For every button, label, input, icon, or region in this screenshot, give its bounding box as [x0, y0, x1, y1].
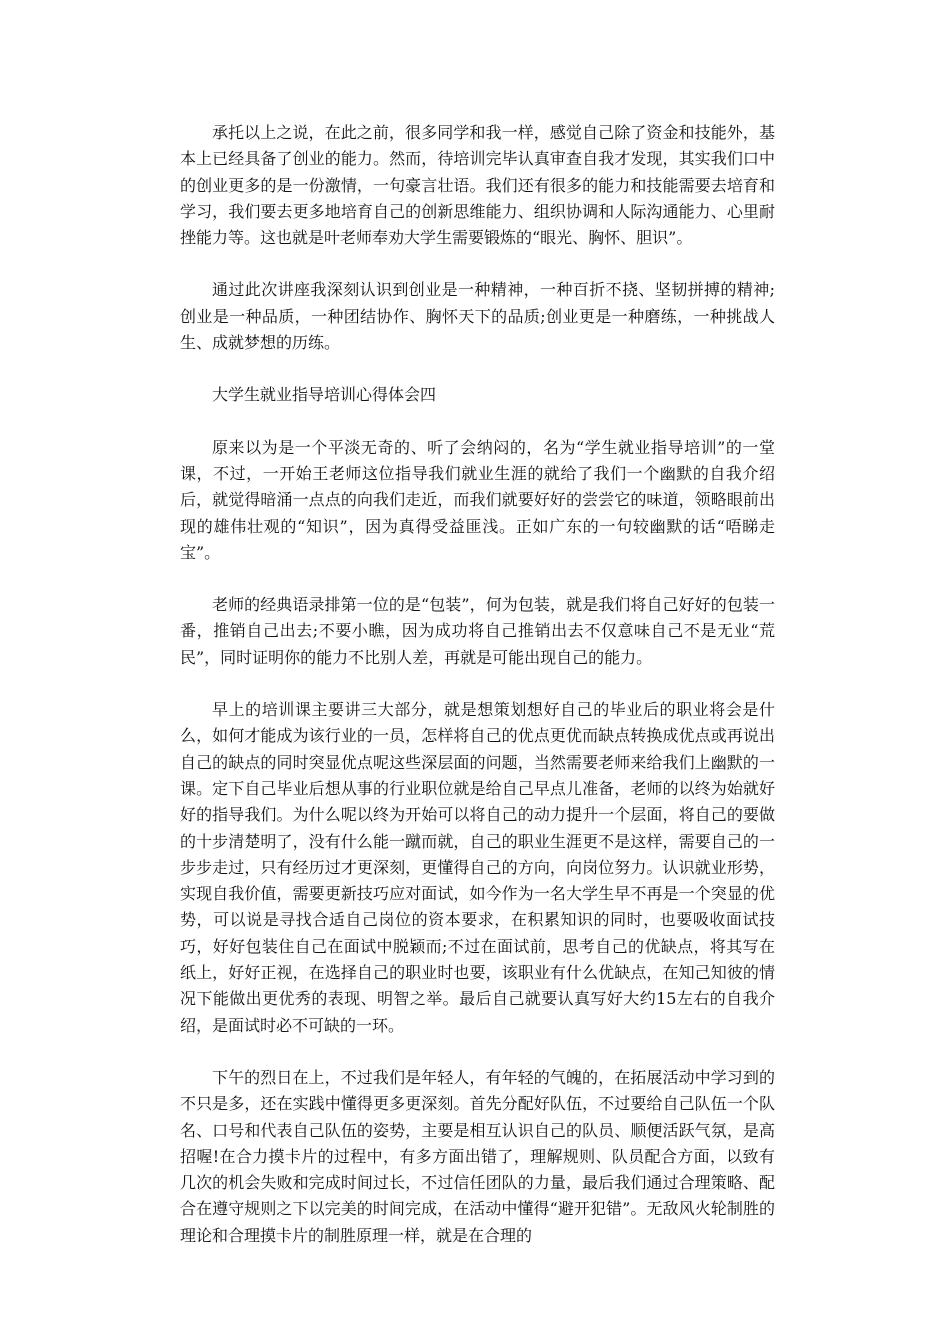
document-body	[180, 120, 775, 1275]
paragraph-2: 通过此次讲座我深刻认识到创业是一种精神，一种百折不挠、坚韧拼搏的精神;创业是一种品质，一种团结协作、胸怀天下的品质;创业更是一种磨练，一种挑战人生、成就梦想的历练。	[180, 280, 775, 353]
paragraph-5: 早上的培训课主要讲三大部分，就是想策划想好自己的毕业后的职业将会是什么，如何才能成为该行业的一员，怎样将自己的优点更优而缺点转换成优点或再说出自己的缺点的同时突显优点呢这些深层面的问题，当然需要老师来给我们上幽默的一课。定下自己毕业后想从事的行业职位就是给自己早点儿准备，老师的以终为始就好好的指导我们。为什么呢以终为开始可以将自己的动力提升一个层面，将自己的要做的十步清楚明了，没有什么能一蹴而就，自己的职业生涯更不是这样，需要自己的一步步走过，只有经历过才更深刻，更懂得自己的方向，向岗位努力。认识就业形势，实现自我价值，需要更新技巧应对面试，如今作为一名大学生早不再是一个突显的优势，可以说是寻找合适自己岗位的资本要求，在积累知识的同时，也要吸收面试技巧，好好包装住自己在面试中脱颖而;不过在面试前，思考自己的优缺点，将其写在纸上，好好正视，在选择自己的职业时也要，该职业有什么优缺点，在知己知彼的情况下能做出更优秀的表现、明智之举。最后自己就要认真写好大约15左右的自我介绍，是面试时必不可缺的一环。	[180, 700, 775, 1035]
section-heading: 大学生就业指导培训心得体会四	[212, 385, 437, 405]
paragraph-3: 原来以为是一个平淡无奇的、听了会纳闷的，名为“学生就业指导培训”的一堂课，不过，一开始王老师这位指导我们就业生涯的就给了我们一个幽默的自我介绍后，就觉得暗涌一点点的向我们走近，而我们就要好好的尝尝它的味道，领略眼前出现的雄伟壮观的“知识”，因为真得受益匪浅。正如广东的一句较幽默的话“唔睇走宝”。	[180, 437, 775, 562]
paragraph-1: 承托以上之说，在此之前，很多同学和我一样，感觉自己除了资金和技能外，基本上已经具备了创业的能力。然而，待培训完毕认真审查自我才发现，其实我们口中的创业更多的是一份激情，一句豪言壮语。我们还有很多的能力和技能需要去培育和学习，我们要去更多地培育自己的创新思维能力、组织协调和人际沟通能力、心里耐挫能力等。这也就是叶老师奉劝大学生需要锻炼的“眼光、胸怀、胆识”。	[180, 123, 775, 248]
paragraph-6: 下午的烈日在上，不过我们是年轻人，有年轻的气魄的，在拓展活动中学习到的不只是多，还在实践中懂得更多更深刻。首先分配好队伍，不过要给自己队伍一个队名、口号和代表自己队伍的姿势，主要是相互认识自己的队员、顺便活跃气氛，是高招喔!在合力摸卡片的过程中，有多方面出错了，理解规则、队员配合方面，以致有几次的机会失败和完成时间过长，不过信任团队的力量，最后我们通过合理策略、配合在遵守规则之下以完美的时间完成，在活动中懂得“避开犯错”。无敌风火轮制胜的理论和合理摸卡片的制胜原理一样，就是在合理的	[180, 1067, 775, 1245]
paragraph-4: 老师的经典语录排第一位的是“包装”，何为包装，就是我们将自己好好的包装一番，推销自己出去;不要小瞧，因为成功将自己推销出去不仅意味自己不是无业“荒民”，同时证明你的能力不比别人差，再就是可能出现自己的能力。	[180, 595, 775, 667]
